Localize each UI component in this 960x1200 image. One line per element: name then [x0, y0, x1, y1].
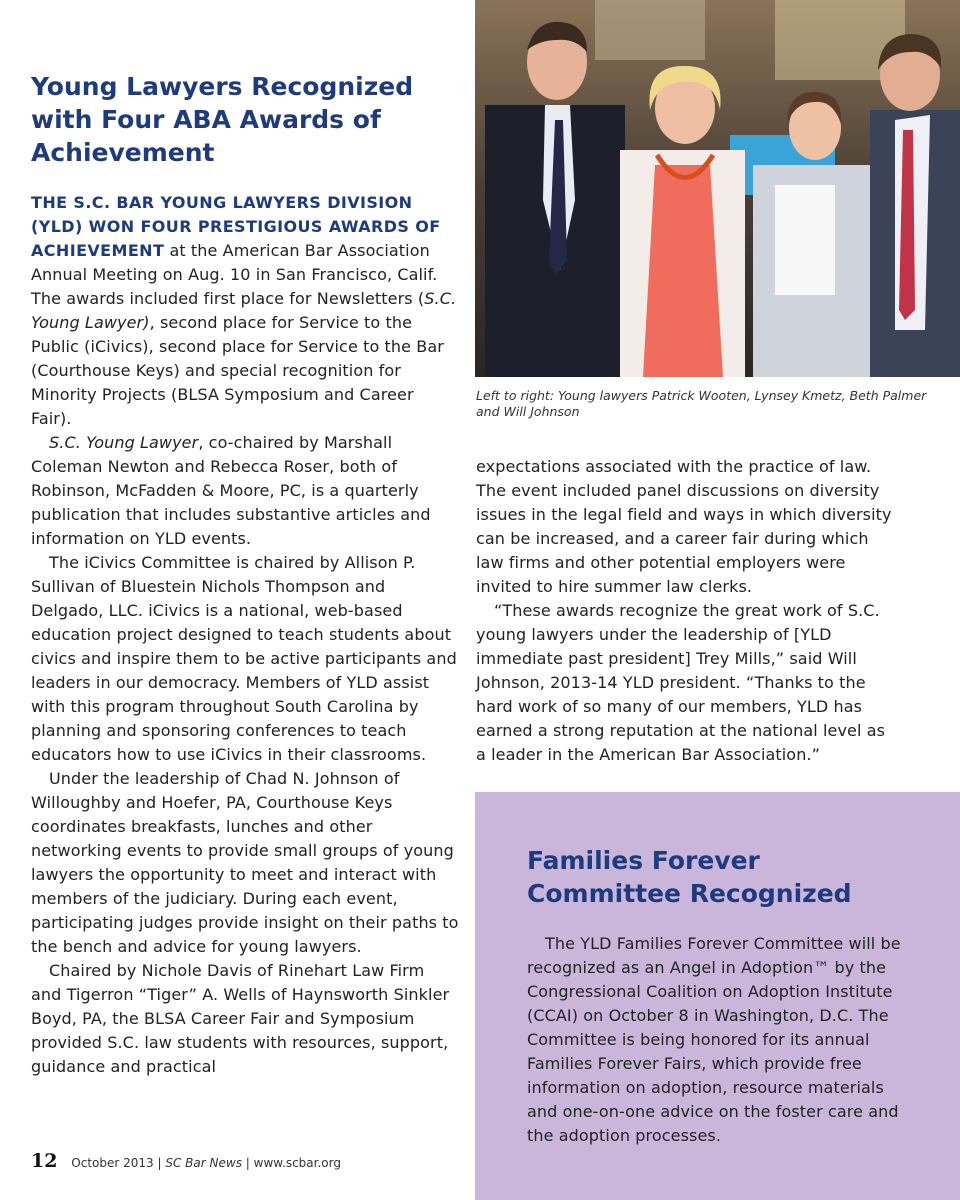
photo-caption: Left to right: Young lawyers Patrick Wooten, Lynsey Kmetz, Beth Palmer and Will Johnson — [476, 388, 927, 419]
paragraph-5: Chaired by Nichole Davis of Rinehart Law Firm and Tigerron “Tiger” A. Wells of Haynsworth Sinkler Boyd, PA, the BLSA Career Fair and Symposium provided S.C. law students with resources, support, guidance and practical — [31, 961, 450, 1076]
box-title: Families Forever Committee Recognized — [527, 846, 852, 908]
footer-url: www.scbar.org — [253, 1156, 341, 1170]
p2-italic: S.C. Young Lawyer — [49, 433, 199, 452]
paragraph-4: Under the leadership of Chad N. Johnson of Willoughby and Hoefer, PA, Courthouse Keys coordinates breakfasts, lunches and other networking events to provide small groups of young lawyers the opportunity to meet and interact with members of the judiciary. During each event, participating judges provide insight on their paths to the bench and advice for young lawyers. — [31, 769, 459, 956]
footer-publication: SC Bar News — [165, 1156, 242, 1170]
paragraph-7: “These awards recognize the great work of S.C. young lawyers under the leadership of [YLD immediate past president] Trey Mills,” said Will Johnson, 2013-14 YLD president. “Thanks to the hard work of so many of our members, YLD has earned a strong reputation at the national level as a leader in the American Bar Association.” — [476, 601, 886, 764]
p2-text: , co-chaired by Marshall Coleman Newton and Rebecca Roser, both of Robinson, McFadden & Moore, PC, is a quarterly publication that includes substantive articles and information on YLD events. — [31, 433, 431, 548]
p1-text-a: at the American Bar Association Annual Meeting on Aug. 10 in San Francisco, Calif. The awards included first place for Newsletters ( — [31, 241, 438, 308]
paragraph-1 — [31, 191, 459, 431]
lead-in-caps: THE S.C. BAR YOUNG LAWYERS DIVISION (YLD) WON FOUR PRESTIGIOUS AWARDS OF ACHIEVEMENT — [31, 193, 441, 260]
families-forever-box — [475, 792, 960, 1200]
page-footer — [31, 1150, 341, 1172]
p1-italic: S.C. Young Lawyer) — [31, 289, 457, 332]
left-column — [31, 70, 459, 1079]
box-content — [527, 844, 912, 1148]
paragraph-2 — [31, 431, 459, 551]
right-column — [476, 455, 896, 767]
paragraph-6: expectations associated with the practice of law. The event included panel discussions on diversity issues in the legal field and ways in which diversity can be increased, and a career fair during which law firms and other potential employers were invited to hire summer law clerks. — [476, 457, 892, 596]
article-body-left — [31, 191, 459, 1079]
footer-separator-2: | — [245, 1156, 250, 1170]
p1-text-b: , second place for Service to the Public (iCivics), second place for Service to the Bar (Courthouse Keys) and special recognition for Minority Projects (BLSA Symposium and Career Fair). — [31, 313, 444, 428]
footer-separator: | — [157, 1156, 162, 1170]
box-body: The YLD Families Forever Committee will be recognized as an Angel in Adoption™ by the Congressional Coalition on Adoption Institute (CCAI) on October 8 in Washington, D.C. The Committee is being honored for its annual Families Forever Fairs, which provide free information on adoption, resource materials and one-on-one advice on the foster care and the adoption processes. — [527, 934, 901, 1145]
page-number: 12 — [31, 1150, 58, 1172]
group-photo — [475, 0, 960, 377]
footer-date: October 2013 — [71, 1156, 154, 1170]
photo-illustration — [475, 0, 960, 377]
article-headline: Young Lawyers Recognized with Four ABA Awards of Achievement — [31, 72, 414, 167]
paragraph-3: The iCivics Committee is chaired by Allison P. Sullivan of Bluestein Nichols Thompson and Delgado, LLC. iCivics is a national, web-based education project designed to teach students about civics and inspire them to be active participants and leaders in our democracy. Members of YLD assist with this program throughout South Carolina by planning and sponsoring conferences to teach educators how to use iCivics in their classrooms. — [31, 553, 457, 764]
